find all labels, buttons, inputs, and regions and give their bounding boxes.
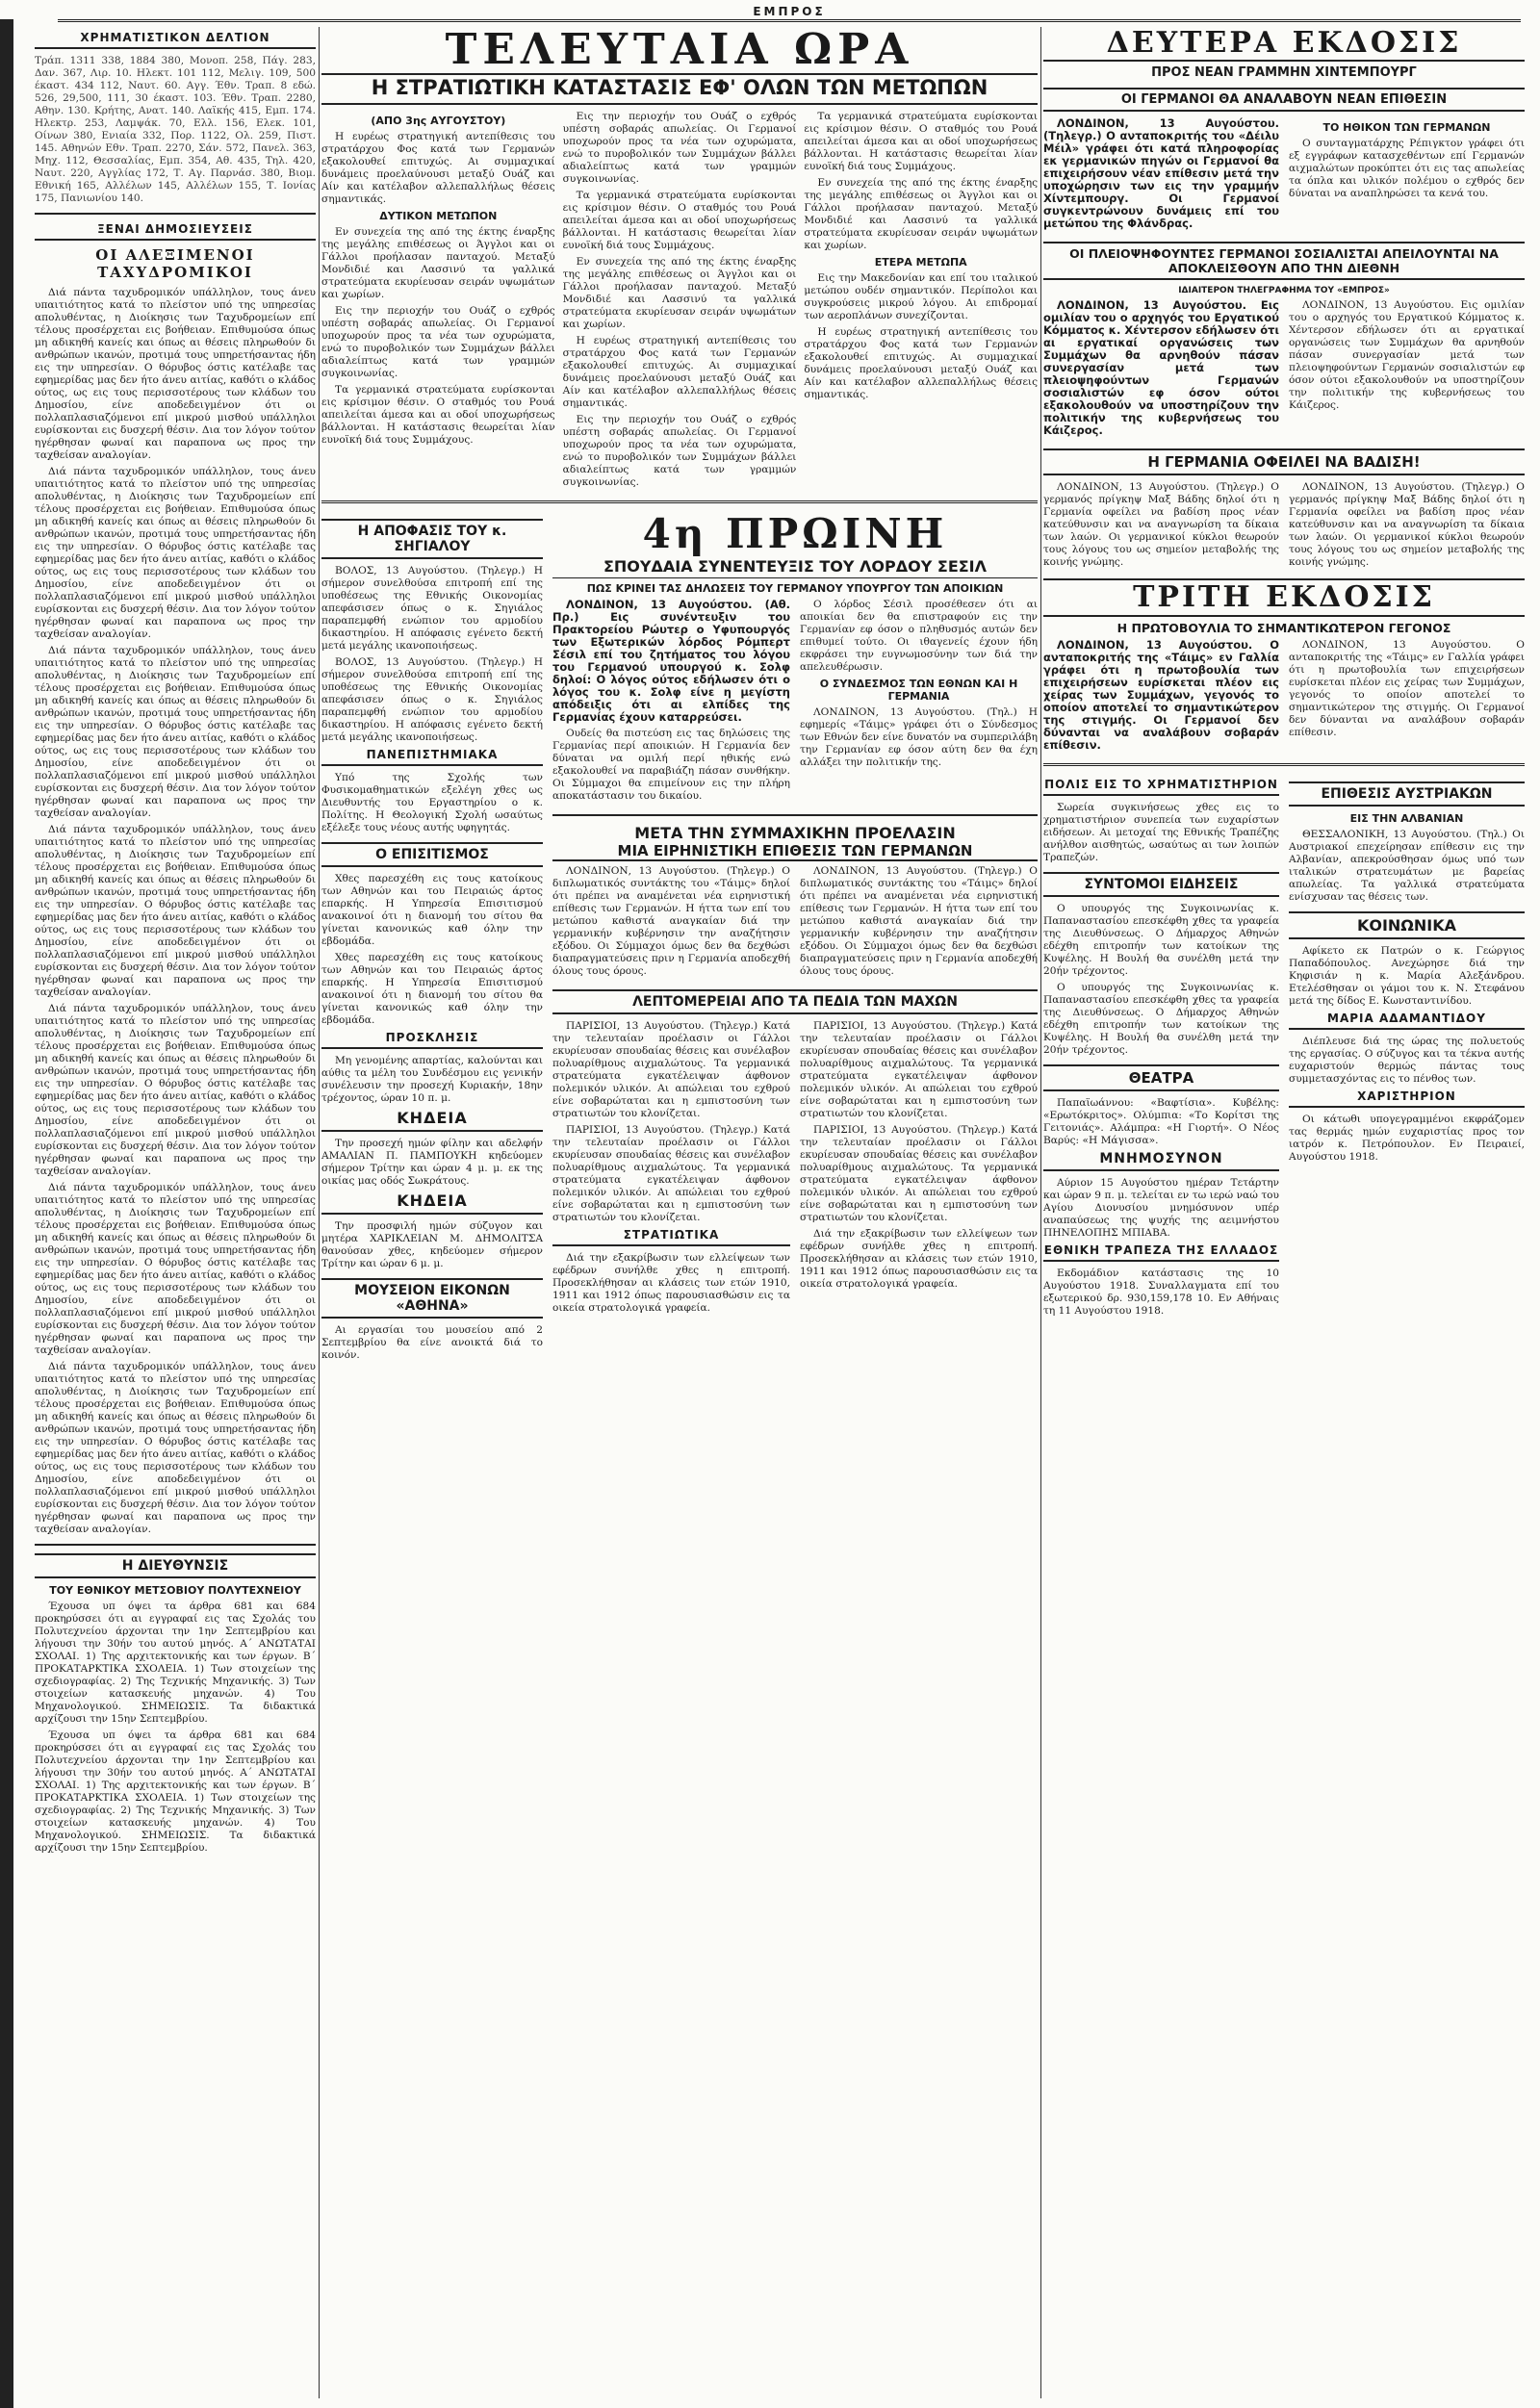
fourth-edition-title: 4η ΠΡΩΙΝΗ <box>642 510 948 557</box>
socialists-text-repeat: ΛΟΝΔΙΝΟΝ, 13 Αυγούστου. Εις ομιλίαν του ο αρχηγός του Εργατικού Κόμματος κ. Χέντερσον εδήλωσεν ότι αι εργατικαί οργανώσεις των Συμμάχων θα αρνηθούν πάσαν συνεργασίαν μετά των πλειοψηφούντων Γερμανών σοσιαλιστών εφ όσον ούτοι εξακολουθούν να υποστηρίζουν την πολιτικήν της κυβερνήσεως του Κάιζερος. <box>1289 299 1525 411</box>
social-text: Αφίκετο εκ Πατρών ο κ. Γεώργιος Παπαδόπουλος. Ανεχώρησε διά την Κηφισιάν η κ. Μαρία Αλεξάνδρου. Ετελέσθησαν οι γάμοι του κ. Ν. Στεφάνου μετά της δίδος Ε. Κωνσταντινίδου. <box>1289 945 1525 1007</box>
fourth-text-a: ΛΟΝΔΙΝΟΝ, 13 Αυγούστου. (Αθ. Πρ.) Εις συνέντευξιν του Πρακτορείου Ρώυτερ ο Υφυπουργός των Εξωτερικών λόρδος Ρόμπερτ Σέσιλ επί του ζητήματος του λόγου του Γερμανού υπουργού κ. Σολφ δηλοί: Ο λόγος ούτος εδήλωσεν ότι ο λόγος του κ. Σολφ είνε η μεγίστη απόδειξις ότι αι ελπίδες της Γερμανίας έχουν καταρρεύσει. <box>552 598 790 724</box>
exchange-title: ΠΟΛΙΣ ΕΙΣ ΤΟ ΧΡΗΜΑΤΙΣΤΗΡΙΟΝ <box>1043 778 1279 796</box>
funeral-title: ΚΗΔΕΙΑ <box>321 1109 543 1132</box>
foreign-text-repeat: Διά πάντα ταχυδρομικόν υπάλληλον, τους άνευ υπαιτιότητος κατά το πλείστον υπό της υπηρεσίας απολυθέντας, η Διοίκησις των Ταχυδρομείων επί τέλους προσέρχεται εις βοήθειαν. Επιθυμούσα όπως μη αδικηθή κανείς και όπως αι θέσεις πληρωθούν δι ανθρώπων ικανών, προτιμά τους υπηρετήσαντας ήδη εις την υπηρεσίαν. Ο θόρυβος όστις κατέλαβε τας εφημερίδας μας δεν ήτο άνευ αιτίας, καθότι ο κλάδος ούτος, ως εις τους περισσοτέρους των κλάδων του Δημοσίου, είνε αποδεδειγμένον ότι οι πολλαπλασιαζόμενοι επί μικρού μισθού υπάλληλοι ευρίσκονται εις δυσχερή θέσιν. Δια τον λόγον τούτον ηγέρθησαν φωναί και παραπονα ως προς την ταχθείσαν αναλογίαν. <box>35 645 316 819</box>
invitation-text: Μη γενομένης απαρτίας, καλούνται και αύθις τα μέλη του Συνδέσμου εις γενικήν συνέλευσιν την προσεχή Κυριακήν, 18ην τρέχοντος, ώραν 10 π. μ. <box>321 1055 543 1104</box>
war-columns <box>321 111 1038 493</box>
market-text: Τράπ. 1311 338, 1884 380, Μονοπ. 258, Πάγ. 283, Δαν. 367, Λιρ. 10. Ηλεκτ. 101 112, Μελιγ. 109, 500 έκαστ. 434 112, Ναυτ. 60. Αγγ. Έθν. Τραπ. 8 εδώ. 526, 29,500, 111, 30 έκαστ. 103. Έθν. Τραπ. 2280, Αθην. 130. Κρήτης, Ανατ. 140. Λαϊκής 415, Εμπ. 174. Ηλεκτρ. 253, Λαμψάκ. 70, Ελλ. 156, Ελεκ. 101, Οίνων 380, Ενιαία 332, Πορ. 1122, Ολ. 259, Πιστ. 145. Αθηνών Εθν. Τραπ. 2270, Σάν. 572, Πανελ. 363, Μηχ. 112, Θεσσαλίας, Εμπ. 354, Αθ. 435, Τηλ. 420, Ναυτ. 220, Αγγλίας 172, Τ. Αγ. Παρνάσ. 380, Βιομ. Εθνική 165, Αλλέλων 145, Αλλέλων 155, Τ. Ιονίας 175, Πανιωνίου 140. <box>35 55 316 204</box>
baden-columns <box>1043 481 1525 573</box>
column-divider <box>1040 27 1041 2398</box>
center-right-subcolumn <box>552 511 1038 1366</box>
war-text-d: Τα γερμανικά στρατεύματα ευρίσκονται εις κρίσιμον θέσιν. Ο σταθμός του Ρουά απειλείται άμεσα και αι οδοί υποχωρήσεως βάλλονται. Η κατάστασις θεωρείται λίαν ευνοϊκή διά τους Συμμάχους. <box>321 384 555 446</box>
baden-text-repeat: ΛΟΝΔΙΝΟΝ, 13 Αυγούστου. (Τηλεγρ.) Ο γερμανός πρίγκηψ Μαξ Βάδης δηλοί ότι η Γερμανία οφείλει να βαδίση προς νέαν κατεύθυνσιν και να αναγνωρίση τα δίκαια των λαών. Οι γερμανικοί κύκλοι θεωρούν τους λόγους του ως σημείον μεταβολής της κοινής γνώμης. <box>1289 481 1525 568</box>
column-center <box>321 27 1038 2398</box>
brief-title: ΣΥΝΤΟΜΟΙ ΕΙΔΗΣΕΙΣ <box>1043 872 1279 897</box>
fourth-columns <box>552 599 1038 807</box>
third-columns <box>1043 639 1525 756</box>
memorial-text: Αύριον 15 Αυγούστου ημέραν Τετάρτην και ώραν 9 π. μ. τελείται εν τω ιερώ ναώ του Αγίου Διονυσίου μνημόσυνον υπέρ αναπαύσεως της ψυχής της αειμνήστου ΠΗΝΕΛΟΠΗΣ ΜΠΙΑΒΑ. <box>1043 1177 1279 1239</box>
notice-box: ΜΟΥΣΕΙΟΝ ΕΙΚΟΝΩΝ «ΑΘΗΝΑ» <box>321 1278 543 1319</box>
west-front: ΔΥΤΙΚΟΝ ΜΕΤΩΠΟΝ <box>379 210 498 222</box>
war-text-b2: Εν συνεχεία της από της έκτης έναρξης της μεγάλης επιθέσεως οι Άγγλοι και οι Γάλλοι προήλασαν πανταχού. Μεταξύ Μονδιδιέ και Λασσινύ τα γαλλικά στρατεύματα εκυρίευσαν σειράν υψωμάτων και χωρίων. <box>562 256 797 330</box>
memorial-title: ΜΝΗΜΟΣΥΝΟΝ <box>1043 1151 1279 1171</box>
bank-title: ΕΘΝΙΚΗ ΤΡΑΠΕΖΑ ΤΗΣ ΕΛΛΑΔΟΣ <box>1043 1243 1279 1262</box>
socialists-tag: ΙΔΙΑΙΤΕΡΟΝ ΤΗΛΕΓΡΑΦΗΜΑ ΤΟΥ «ΕΜΠΡΟΣ» <box>1178 286 1390 295</box>
thanks-title: ΜΑΡΙΑ ΑΔΑΜΑΝΤΙΔΟΥ <box>1289 1012 1525 1030</box>
military-text: Διά την εξακρίβωσιν των ελλείψεων των εφέδρων συνήλθε χθες η επιτροπή. Προσεκλήθησαν αι κλάσεις των ετών 1910, 1911 και 1912 όπως παρουσιασθώσιν εις τα οικεία στρατολογικά γραφεία. <box>552 1252 790 1314</box>
war-text-a: Η ευρέως στρατηγική αντεπίθεσις του στρατάρχου Φος κατά των Γερμανών εξακολουθεί επιτυχώς. Αι συμμαχικαί δυνάμεις προελαύνουσι μεταξύ Ουάζ και Αίν και κατέλαβον αλλεπαλλήλως θέσεις σημαντικάς. <box>321 131 555 205</box>
war-text-d2: Τα γερμανικά στρατεύματα ευρίσκονται εις κρίσιμον θέσιν. Ο σταθμός του Ρουά απειλείται άμεσα και αι οδοί υποχωρήσεως βάλλονται. Η κατάστασις θεωρείται λίαν ευνοϊκή διά τους Συμμάχους. <box>562 190 797 251</box>
invitation-title: ΠΡΟΣΚΛΗΣΙΣ <box>321 1031 543 1049</box>
second-side-title: ΤΟ ΗΘΙΚΟΝ ΤΩΝ ΓΕΡΜΑΝΩΝ <box>1322 121 1491 134</box>
peace-sub: ΜΙΑ ΕΙΡΗΝΙΣΤΙΚΗ ΕΠΙΘΕΣΙΣ ΤΩΝ ΓΕΡΜΑΝΩΝ <box>552 842 1038 861</box>
military-title: ΣΤΡΑΤΙΩΤΙΚΑ <box>552 1228 790 1246</box>
socialists-columns <box>1043 299 1525 441</box>
peace-text-repeat: ΛΟΝΔΙΝΟΝ, 13 Αυγούστου. (Τηλεγρ.) Ο διπλωματικός συντάκτης του «Τάιμς» δηλοί ότι πρέπει να αναμένεται νέα ειρηνιστική επίθεσις των Γερμανών. Η ήττα των επί του μετώπου καθιστά αναγκαίαν διά την γερμανικήν κυβέρνησιν την αναζήτησιν εξόδου. Οι Σύμμαχοι όμως δεν θα δεχθώσι διαπραγματεύσεις πριν η Γερμανία αποδεχθή όλους τους όρους. <box>800 865 1038 977</box>
war-text-c2: Εις την περιοχήν του Ουάζ ο εχθρός υπέστη σοβαράς απωλείας. Οι Γερμανοί υποχωρούν προς τα νέα των οχυρώματα, ενώ το πυροβολικόν των Συμμάχων βάλλει αδιαλείπτως κατά των γραμμών συγκοινωνίας. <box>562 111 797 185</box>
war-text-b3: Εν συνεχεία της από της έκτης έναρξης της μεγάλης επιθέσεως οι Άγγλοι και οι Γάλλοι προήλασαν πανταχού. Μεταξύ Μονδιδιέ και Λασσινύ τα γαλλικά στρατεύματα εκυρίευσαν σειράν υψωμάτων και χωρίων. <box>804 177 1038 251</box>
third-text-repeat: ΛΟΝΔΙΝΟΝ, 13 Αυγούστου. Ο ανταποκριτής της «Τάιμς» εν Γαλλία γράφει ότι η πρωτοβουλία των επιχειρήσεων ευρίσκεται πλέον εις χείρας των Συμμάχων, γεγονός το οποίον αποτελεί το σημαντικώτερον της στιγμής. Οι Γερμανοί δεν δύνανται να αναλάβουν σοβαράν επίθεσιν. <box>1289 639 1525 738</box>
theatre-text: Παπαϊωάννου: «Βαφτίσια». Κυβέλης: «Ερωτόκριτος». Ολύμπια: «Το Κορίτσι της Γειτονιάς». Αλάμπρα: «Η Γιορτή». Ο Νέος Βαρύς: «Η Μάγισσα». <box>1043 1097 1279 1146</box>
case-title: Η ΑΠΟΦΑΣΙΣ ΤΟΥ κ. ΣΗΓΙΑΛΟΥ <box>321 519 543 559</box>
second-headline: ΟΙ ΓΕΡΜΑΝΟΙ ΘΑ ΑΝΑΛΑΒΟΥΝ ΝΕΑΝ ΕΠΙΘΕΣΙΝ <box>1043 88 1525 112</box>
alliance-text: ΛΟΝΔΙΝΟΝ, 13 Αυγούστου. (Τηλ.) Η εφημερίς «Τάιμς» γράφει ότι ο Σύνδεσμος των Εθνών δεν είνε δυνατόν να συμπεριλάβη την Γερμανίαν εφ όσον αύτη δεν θα έχη αλλάξει την πολιτικήν της. <box>800 706 1038 768</box>
supply-title: Ο ΕΠΙΣΙΤΙΣΜΟΣ <box>321 842 543 867</box>
third-headline: Η ΠΡΩΤΟΒΟΥΛΙΑ ΤΟ ΣΗΜΑΝΤΙΚΩΤΕΡΟΝ ΓΕΓΟΝΟΣ <box>1116 621 1451 635</box>
foreign-title: ΞΕΝΑΙ ΔΗΜΟΣΙΕΥΣΕΙΣ <box>35 222 316 241</box>
battle-text-repeat: ΠΑΡΙΣΙΟΙ, 13 Αυγούστου. (Τηλεγρ.) Κατά την τελευταίαν προέλασιν οι Γάλλοι εκυρίευσαν σπουδαίας θέσεις και συνέλαβον πολυαρίθμους αιχμαλώτους. Τα γερμανικά στρατεύματα εγκατέλειψαν άφθονον πολεμικόν υλικόν. Αι απώλειαι του εχθρού είνε σοβαρώταται και η εμπιστοσύνη των στρατιωτών του κλονίζεται. <box>552 1124 790 1223</box>
brief-text-repeat: Ο υπουργός της Συγκοινωνίας κ. Παπαναστασίου επεσκέφθη χθες τα γραφεία της Διευθύνσεως. Ο Δήμαρχος Αθηνών εδέχθη επιτροπήν των κατοίκων της Κυψέλης. Η Βουλή θα συνέλθη μετά την 20ήν τρέχοντος. <box>1043 982 1279 1056</box>
austrian-title: ΕΠΙΘΕΣΙΣ ΑΥΣΤΡΙΑΚΩΝ <box>1289 781 1525 807</box>
date-line: (ΑΠΟ 3ης ΑΥΓΟΥΣΤΟΥ) <box>371 115 506 127</box>
notice-text: Αι εργασίαι του μουσείου από 2 Σεπτεμβρίου θα είνε ανοικτά διά το κοινόν. <box>321 1324 543 1361</box>
university-news-text: Υπό της Σχολής των Φυσικομαθηματικών εξελέγη χθες ως Διευθυντής του Εργαστηρίου ο κ. Πολίτης. Η Θεολογική Σχολή ωσαύτως εξέλεξε τους νέους αυτής υφηγητάς. <box>321 772 543 833</box>
masthead: ΕΜΠΡΟΣ <box>58 6 1521 22</box>
second-edition-title: ΔΕΥΤΕΡΑ ΕΚΔΟΣΙΣ <box>1043 27 1525 62</box>
war-text-a2: Η ευρέως στρατηγική αντεπίθεσις του στρατάρχου Φος κατά των Γερμανών εξακολουθεί επιτυχώς. Αι συμμαχικαί δυνάμεις προελαύνουσι μεταξύ Ουάζ και Αίν και κατέλαβον αλλεπαλλήλως θέσεις σημαντικάς. <box>562 335 797 409</box>
war-text-c3: Εις την περιοχήν του Ουάζ ο εχθρός υπέστη σοβαράς απωλείας. Οι Γερμανοί υποχωρούν προς τα νέα των οχυρώματα, ενώ το πυροβολικόν των Συμμάχων βάλλει αδιαλείπτως κατά των γραμμών συγκοινωνίας. <box>562 414 797 488</box>
second-columns <box>1043 117 1525 234</box>
page-edge-shadow <box>0 19 13 2408</box>
austrian-text: ΘΕΣΣΑΛΟΝΙΚΗ, 13 Αυγούστου. (Τηλ.) Οι Αυστριακοί επεχείρησαν επίθεσιν εις την Αλβανίαν, απεκρούσθησαν όμως υπό των ιταλικών στρατευμάτων με βαρείας απωλείας. Τα γαλλικά στρατεύματα ενίσχυσαν τας θέσεις των. <box>1289 829 1525 903</box>
alliance-title: Ο ΣΥΝΔΕΣΜΟΣ ΤΩΝ ΕΘΝΩΝ ΚΑΙ Η ΓΕΡΜΑΝΙΑ <box>819 678 1018 703</box>
war-text-b: Εν συνεχεία της από της έκτης έναρξης της μεγάλης επιθέσεως οι Άγγλοι και οι Γάλλοι προήλασαν πανταχού. Μεταξύ Μονδιδιέ και Λασσινύ τα γαλλικά στρατεύματα εκυρίευσαν σειράν υψωμάτων και χωρίων. <box>321 226 555 300</box>
austrian-sub: ΕΙΣ ΤΗΝ ΑΛΒΑΝΙΑΝ <box>1349 812 1464 825</box>
second-text: ΛΟΝΔΙΝΟΝ, 13 Αυγούστου. (Τηλεγρ.) Ο ανταποκριτής του «Δέιλυ Μέιλ» γράφει ότι κατά πληροφορίας εκ γερμανικών πηγών οι Γερμανοί θα επιχειρήσουν νέαν επίθεσιν μετά την υποχώρησιν των εις την γραμμήν Χίντεμπουργ. Οι Γερμανοί συγκεντρώνουν δυνάμεις επί του μετώπου της Φλάνδρας. <box>1043 116 1279 230</box>
supply-text-repeat: Χθες παρεσχέθη εις τους κατοίκους των Αθηνών και του Πειραιώς άρτος επαρκής. Η Υπηρεσία Επισιτισμού ανακοινοί ότι η διανομή του σίτου θα γίνεται κανονικώς καθ όλην την εβδομάδα. <box>321 952 543 1026</box>
socialists-text: ΛΟΝΔΙΝΟΝ, 13 Αυγούστου. Εις ομιλίαν του ο αρχηγός του Εργατικού Κόμματος κ. Χέντερσον εδήλωσεν ότι αι εργατικαί οργανώσεις των Συμμάχων θα αρνηθούν πάσαν συνεργασίαν μετά των πλειοψηφούντων Γερμανών σοσιαλιστών εφ όσον ούτοι εξακολουθούν να υποστηρίζουν την πολιτικήν της κυβερνήσεως του Κάιζερος. <box>1043 298 1279 437</box>
second-sub: ΠΡΟΣ ΝΕΑΝ ΓΡΑΜΜΗΝ ΧΙΝΤΕΜΠΟΥΡΓ <box>1151 65 1417 80</box>
fourth-text-c: Ο λόρδος Σέσιλ προσέθεσεν ότι αι αποικίαι δεν θα επιστραφούν εις την Γερμανίαν εφ όσον ο πληθυσμός αυτών δεν επιθυμεί τούτο. Οι ιθαγενείς έχουν ήδη εκφράσει την ευγνωμοσύνην των διά την απελευθέρωσιν. <box>800 599 1038 673</box>
military-text-2: Διά την εξακρίβωσιν των ελλείψεων των εφέδρων συνήλθε χθες η επιτροπή. Προσεκλήθησαν αι κλάσεις των ετών 1910, 1911 και 1912 όπως παρουσιασθώσιν εις τα οικεία στρατολογικά γραφεία. <box>800 1228 1038 1290</box>
case-text: ΒΟΛΟΣ, 13 Αυγούστου. (Τηλεγρ.) Η σήμερον συνελθούσα επιτροπή επί της υποθέσεως της Εθνικής Οικονομίας απεφάσισεν όπως ο κ. Σηγιάλος παραπεμφθή ενώπιον του αρμοδίου δικαστηρίου. Η απόφασις εγένετο δεκτή μετά μεγάλης ικανοποιήσεως. <box>321 565 543 652</box>
thanks2-text: Οι κάτωθι υπογεγραμμένοι εκφράζομεν τας θερμάς ημών ευχαριστίας προς τον ιατρόν κ. Πετρόπουλον. Εν Πειραιεί, Αυγούστου 1918. <box>1289 1114 1525 1163</box>
university-title: Η ΔΙΕΥΘΥΝΣΙΣ <box>35 1553 316 1578</box>
top-subheadline: Η ΣΤΡΑΤΙΩΤΙΚΗ ΚΑΤΑΣΤΑΣΙΣ ΕΦ' ΟΛΩΝ ΤΩΝ ΜΕΤΩΠΩΝ <box>321 75 1038 105</box>
foreign-text-repeat: Διά πάντα ταχυδρομικόν υπάλληλον, τους άνευ υπαιτιότητος κατά το πλείστον υπό της υπηρεσίας απολυθέντας, η Διοίκησις των Ταχυδρομείων επί τέλους προσέρχεται εις βοήθειαν. Επιθυμούσα όπως μη αδικηθή κανείς και όπως αι θέσεις πληρωθούν δι ανθρώπων ικανών, προτιμά τους υπηρετήσαντας ήδη εις την υπηρεσίαν. Ο θόρυβος όστις κατέλαβε τας εφημερίδας μας δεν ήτο άνευ αιτίας, καθότι ο κλάδος ούτος, ως εις τους περισσοτέρους των κλάδων του Δημοσίου, είνε αποδεδειγμένον ότι οι πολλαπλασιαζόμενοι επί μικρού μισθού υπάλληλοι ευρίσκονται εις δυσχερή θέσιν. Δια τον λόγον τούτον ηγέρθησαν φωναί και παραπονα ως προς την ταχθείσαν αναλογίαν. <box>35 1361 316 1535</box>
column-left <box>35 27 316 2398</box>
war-text-a3: Η ευρέως στρατηγική αντεπίθεσις του στρατάρχου Φος κατά των Γερμανών εξακολουθεί επιτυχώς. Αι συμμαχικαί δυνάμεις προελαύνουσι μεταξύ Ουάζ και Αίν και κατέλαβον αλλεπαλλήλως θέσεις σημαντικάς. <box>804 326 1038 400</box>
university-text: Έχουσα υπ όψει τα άρθρα 681 και 684 προκηρύσσει ότι αι εγγραφαί εις τας Σχολάς του Πολυτεχνείου άρχονται την 1ην Σεπτεμβρίου και λήγουσι την 30ήν του αυτού μηνός. Α΄ ΑΝΩΤΑΤΑΙ ΣΧΟΛΑΙ. 1) Της αρχιτεκτονικής και των έργων. Β΄ ΠΡΟΚΑΤΑΡΚΤΙΚΑ ΣΧΟΛΕΙΑ. 1) Των στοιχείων της σχεδιογραφίας. 2) Της Τεχνικής Μηχανικής. 3) Των στοιχείων κατασκευής μηχανών. 4) Του Μηχανολογικού. ΣΗΜΕΙΩΣΙΣ. Τα διδακτικά αρχίζουσι την 15ην Σεπτεμβρίου. <box>35 1601 316 1725</box>
funeral-text: Την προσεχή ημών φίλην και αδελφήν ΑΜΑΛΙΑΝ Π. ΠΑΜΠΟΥΚΗ κηδεύομεν σήμερον Τρίτην και ώραν 4 μ. μ. εκ της οικίας μας οδός Σωκράτους. <box>321 1138 543 1187</box>
bank-text: Εκδομάδιον κατάστασις της 10 Αυγούστου 1918. Συναλλαγματα επί του εξωτερικού δρ. 930,159,178 10. Εν Αθήναις τη 11 Αυγούστου 1918. <box>1043 1268 1279 1317</box>
supply-text: Χθες παρεσχέθη εις τους κατοίκους των Αθηνών και του Πειραιώς άρτος επαρκής. Η Υπηρεσία Επισιτισμού ανακοινοί ότι η διανομή του σίτου θα γίνεται κανονικώς καθ όλην την εβδομάδα. <box>321 873 543 947</box>
case-text-repeat: ΒΟΛΟΣ, 13 Αυγούστου. (Τηλεγρ.) Η σήμερον συνελθούσα επιτροπή επί της υποθέσεως της Εθνικής Οικονομίας απεφάσισεν όπως ο κ. Σηγιάλος παραπεμφθή ενώπιον του αρμοδίου δικαστηρίου. Η απόφασις εγένετο δεκτή μετά μεγάλης ικανοποιήσεως. <box>321 656 543 743</box>
battle-text-3: ΠΑΡΙΣΙΟΙ, 13 Αυγούστου. (Τηλεγρ.) Κατά την τελευταίαν προέλασιν οι Γάλλοι εκυρίευσαν σπουδαίας θέσεις και συνέλαβον πολυαρίθμους αιχμαλώτους. Τα γερμανικά στρατεύματα εγκατέλειψαν άφθονον πολεμικόν υλικόν. Αι απώλειαι του εχθρού είνε σοβαρώταται και η εμπιστοσύνη των στρατιωτών του κλονίζεται. <box>800 1124 1038 1223</box>
fourth-text-b: Ουδείς θα πιστεύση εις τας δηλώσεις της Γερμανίας περί αποικιών. Η Γερμανία δεν δύναται να ομιλή περί ηθικής ενώ εξακολουθεί να παραβιάζη πάσαν συνθήκην. Οι Σύμμαχοι θα επιμείνουν εις την πλήρη αποκατάστασιν του δικαίου. <box>552 728 790 802</box>
battle-text-2: ΠΑΡΙΣΙΟΙ, 13 Αυγούστου. (Τηλεγρ.) Κατά την τελευταίαν προέλασιν οι Γάλλοι εκυρίευσαν σπουδαίας θέσεις και συνέλαβον πολυαρίθμους αιχμαλώτους. Τα γερμανικά στρατεύματα εγκατέλειψαν άφθονον πολεμικόν υλικόν. Αι απώλειαι του εχθρού είνε σοβαρώταται και η εμπιστοσύνη των στρατιωτών του κλονίζεται. <box>800 1020 1038 1119</box>
fourth-sub: ΠΩΣ ΚΡΙΝΕΙ ΤΑΣ ΔΗΛΩΣΕΙΣ ΤΟΥ ΓΕΡΜΑΝΟΥ ΥΠΟΥΡΓΟΥ ΤΩΝ ΑΠΟΙΚΙΩΝ <box>586 582 1004 595</box>
second-side-text: Ο συνταγματάρχης Ρέπιγκτον γράφει ότι εξ εγγράφων κατασχεθέντων επί Γερμανών αιχμαλώτων προκύπτει ότι εις τας απωλείας τα όπλα και υλικόν πολέμου ο εχθρός δεν δύναται να αναπληρώσει τα κενά του. <box>1289 138 1525 199</box>
foreign-text-repeat: Διά πάντα ταχυδρομικόν υπάλληλον, τους άνευ υπαιτιότητος κατά το πλείστον υπό της υπηρεσίας απολυθέντας, η Διοίκησις των Ταχυδρομείων επί τέλους προσέρχεται εις βοήθειαν. Επιθυμούσα όπως μη αδικηθή κανείς και όπως αι θέσεις πληρωθούν δι ανθρώπων ικανών, προτιμά τους υπηρετήσαντας ήδη εις την υπηρεσίαν. Ο θόρυβος όστις κατέλαβε τας εφημερίδας μας δεν ήτο άνευ αιτίας, καθότι ο κλάδος ούτος, ως εις τους περισσοτέρους των κλάδων του Δημοσίου, είνε αποδεδειγμένον ότι οι πολλαπλασιαζόμενοι επί μικρού μισθού υπάλληλοι ευρίσκονται εις δυσχερή θέσιν. Δια τον λόγον τούτον ηγέρθησαν φωναί και παραπονα ως προς την ταχθείσαν αναλογίαν. <box>35 1182 316 1356</box>
divider <box>321 500 1038 503</box>
foreign-headline: ΟΙ ΑΛΕΞΙΜΕΝΟΙ ΤΑΧΥΔΡΟΜΙΚΟΙ <box>95 246 255 281</box>
column-right <box>1043 27 1525 2398</box>
divider <box>552 814 1038 816</box>
exchange-text: Σωρεία συγκινήσεως χθες εις το χρηματιστήριον συνεπεία των ευχαρίστων ειδήσεων. Αι μετοχαί της Εθνικής Τραπέζης ανήλθον αισθητώς, ωσαύτως αι των λοιπών Τραπεζών. <box>1043 802 1279 863</box>
socialists-headline: ΟΙ ΠΛΕΙΟΨΗΦΟΥΝΤΕΣ ΓΕΡΜΑΝΟΙ ΣΟΣΙΑΛΙΣΤΑΙ ΑΠΕΙΛΟΥΝΤΑΙ ΝΑ ΑΠΟΚΛΕΙΣΘΟΥΝ ΑΠΟ ΤΗΝ ΔΙΕΘΝΗ <box>1043 242 1525 280</box>
funeral-title-2: ΚΗΔΕΙΑ <box>321 1191 543 1215</box>
foreign-text-repeat: Διά πάντα ταχυδρομικόν υπάλληλον, τους άνευ υπαιτιότητος κατά το πλείστον υπό της υπηρεσίας απολυθέντας, η Διοίκησις των Ταχυδρομείων επί τέλους προσέρχεται εις βοήθειαν. Επιθυμούσα όπως μη αδικηθή κανείς και όπως αι θέσεις πληρωθούν δι ανθρώπων ικανών, προτιμά τους υπηρετήσαντας ήδη εις την υπηρεσίαν. Ο θόρυβος όστις κατέλαβε τας εφημερίδας μας δεν ήτο άνευ αιτίας, καθότι ο κλάδος ούτος, ως εις τους περισσοτέρους των κλάδων του Δημοσίου, είνε αποδεδειγμένον ότι οι πολλαπλασιαζόμενοι επί μικρού μισθού υπάλληλοι ευρίσκονται εις δυσχερή θέσιν. Δια τον λόγον τούτον ηγέρθησαν φωναί και παραπονα ως προς την ταχθείσαν αναλογίαν. <box>35 466 316 640</box>
war-text-e: Εις την Μακεδονίαν και επί του ιταλικού μετώπου ουδέν σημαντικόν. Περίπολοι και συγκρούσεις μικρού λόγου. Αι επιδρομαί των αεροπλάνων συνεχίζονται. <box>804 272 1038 321</box>
foreign-text-repeat: Διά πάντα ταχυδρομικόν υπάλληλον, τους άνευ υπαιτιότητος κατά το πλείστον υπό της υπηρεσίας απολυθέντας, η Διοίκησις των Ταχυδρομείων επί τέλους προσέρχεται εις βοήθειαν. Επιθυμούσα όπως μη αδικηθή κανείς και όπως αι θέσεις πληρωθούν δι ανθρώπων ικανών, προτιμά τους υπηρετήσαντας ήδη εις την υπηρεσίαν. Ο θόρυβος όστις κατέλαβε τας εφημερίδας μας δεν ήτο άνευ αιτίας, καθότι ο κλάδος ούτος, ως εις τους περισσοτέρους των κλάδων του Δημοσίου, είνε αποδεδειγμένον ότι οι πολλαπλασιαζόμενοι επί μικρού μισθού υπάλληλοι ευρίσκονται εις δυσχερή θέσιν. Δια τον λόγον τούτον ηγέρθησαν φωναί και παραπονα ως προς την ταχθείσαν αναλογίαν. <box>35 824 316 998</box>
foreign-text-repeat: Διά πάντα ταχυδρομικόν υπάλληλον, τους άνευ υπαιτιότητος κατά το πλείστον υπό της υπηρεσίας απολυθέντας, η Διοίκησις των Ταχυδρομείων επί τέλους προσέρχεται εις βοήθειαν. Επιθυμούσα όπως μη αδικηθή κανείς και όπως αι θέσεις πληρωθούν δι ανθρώπων ικανών, προτιμά τους υπηρετήσαντας ήδη εις την υπηρεσίαν. Ο θόρυβος όστις κατέλαβε τας εφημερίδας μας δεν ήτο άνευ αιτίας, καθότι ο κλάδος ούτος, ως εις τους περισσοτέρους των κλάδων του Δημοσίου, είνε αποδεδειγμένον ότι οι πολλαπλασιαζόμενοι επί μικρού μισθού υπάλληλοι ευρίσκονται εις δυσχερή θέσιν. Δια τον λόγον τούτον ηγέρθησαν φωναί και παραπονα ως προς την ταχθείσαν αναλογίαν. <box>35 1003 316 1177</box>
column-divider <box>319 27 320 2398</box>
battle-headline: ΛΕΠΤΟΜΕΡΕΙΑΙ ΑΠΟ ΤΑ ΠΕΔΙΑ ΤΩΝ ΜΑΧΩΝ <box>552 989 1038 1014</box>
social-title: ΚΟΙΝΩΝΙΚΑ <box>1289 911 1525 939</box>
war-text-d3: Τα γερμανικά στρατεύματα ευρίσκονται εις κρίσιμον θέσιν. Ο σταθμός του Ρουά απειλείται άμεσα και αι οδοί υποχωρήσεως βάλλονται. Η κατάστασις θεωρείται λίαν ευνοϊκή διά τους Συμμάχους. <box>804 111 1038 172</box>
brief-text: Ο υπουργός της Συγκοινωνίας κ. Παπαναστασίου επεσκέφθη χθες τα γραφεία της Διευθύνσεως. Ο Δήμαρχος Αθηνών εδέχθη επιτροπήν των κατοίκων της Κυψέλης. Η Βουλή θα συνέλθη μετά την 20ήν τρέχοντος. <box>1043 903 1279 977</box>
fourth-headline: ΣΠΟΥΔΑΙΑ ΣΥΝΕΝΤΕΥΞΙΣ ΤΟΥ ΛΟΡΔΟΥ ΣΕΣΙΛ <box>552 557 1038 578</box>
divider <box>35 213 316 215</box>
baden-headline: Η ΓΕΡΜΑΝΙΑ ΟΦΕΙΛΕΙ ΝΑ ΒΑΔΙΣΗ! <box>1043 448 1525 475</box>
thanks-text: Διέπλευσε διά της ώρας της πολυετούς της εργασίας. Ο σύζυγος και τα τέκνα αυτής ευχαριστούν θερμώς πάντας τους συμμετασχόντας εις το πένθος των. <box>1289 1036 1525 1085</box>
peace-text: ΛΟΝΔΙΝΟΝ, 13 Αυγούστου. (Τηλεγρ.) Ο διπλωματικός συντάκτης του «Τάιμς» δηλοί ότι πρέπει να αναμένεται νέα ειρηνιστική επίθεσις των Γερμανών. Η ήττα των επί του μετώπου καθιστά αναγκαίαν διά την γερμανικήν κυβέρνησιν την αναζήτησιν εξόδου. Οι Σύμμαχοι όμως δεν θα δεχθώσι διαπραγματεύσεις πριν η Γερμανία αποδεχθή όλους τους όρους. <box>552 865 790 977</box>
third-text: ΛΟΝΔΙΝΟΝ, 13 Αυγούστου. Ο ανταποκριτής της «Τάιμς» εν Γαλλία γράφει ότι η πρωτοβουλία των επιχειρήσεων ευρίσκεται πλέον εις χείρας των Συμμάχων, γεγονός το οποίον αποτελεί το σημαντικώτερον της στιγμής. Οι Γερμανοί δεν δύνανται να αναλάβουν σοβαράν επίθεσιν. <box>1043 638 1279 752</box>
university-news-title: ΠΑΝΕΠΙΣΤΗΜΙΑΚΑ <box>321 748 543 766</box>
battle-columns <box>552 1020 1038 1319</box>
thanks2-title: ΧΑΡΙΣΤΗΡΙΟΝ <box>1289 1089 1525 1108</box>
battle-text: ΠΑΡΙΣΙΟΙ, 13 Αυγούστου. (Τηλεγρ.) Κατά την τελευταίαν προέλασιν οι Γάλλοι εκυρίευσαν σπουδαίας θέσεις και συνέλαβον πολυαρίθμους αιχμαλώτους. Τα γερμανικά στρατεύματα εγκατέλειψαν άφθονον πολεμικόν υλικόν. Αι απώλειαι του εχθρού είνε σοβαρώταται και η εμπιστοσύνη των στρατιωτών του κλονίζεται. <box>552 1020 790 1119</box>
funeral-text-2: Την προσφιλή ημών σύζυγον και μητέρα ΧΑΡΙΚΛΕΙΑΝ Μ. ΔΗΜΟΛΙΤΣΑ θανούσαν χθες, κηδεύομεν σήμερον Τρίτην και ώραν 6 μ. μ. <box>321 1220 543 1269</box>
other-fronts: ΕΤΕΡΑ ΜΕΤΩΠΑ <box>874 256 967 269</box>
market-title: ΧΡΗΜΑΤΙΣΤΙΚΟΝ ΔΕΛΤΙΟΝ <box>35 31 316 49</box>
university-sub: ΤΟΥ ΕΘΝΙΚΟΥ ΜΕΤΣΟΒΙΟΥ ΠΟΛΥΤΕΧΝΕΙΟΥ <box>49 1584 301 1597</box>
center-left-subcolumn <box>321 511 543 1366</box>
divider <box>35 1544 316 1546</box>
foreign-text: Διά πάντα ταχυδρομικόν υπάλληλον, τους άνευ υπαιτιότητος κατά το πλείστον υπό της υπηρεσίας απολυθέντας, η Διοίκησις των Ταχυδρομείων επί τέλους προσέρχεται εις βοήθειαν. Επιθυμούσα όπως μη αδικηθή κανείς και όπως αι θέσεις πληρωθούν δι ανθρώπων ικανών, προτιμά τους υπηρετήσαντας ήδη εις την υπηρεσίαν. Ο θόρυβος όστις κατέλαβε τας εφημερίδας μας δεν ήτο άνευ αιτίας, καθότι ο κλάδος ούτος, ως εις τους περισσοτέρους των κλάδων του Δημοσίου, είνε αποδεδειγμένον ότι οι πολλαπλασιαζόμενοι επί μικρού μισθού υπάλληλοι ευρίσκονται εις δυσχερή θέσιν. Δια τον λόγον τούτον ηγέρθησαν φωναί και παραπονα ως προς την ταχθείσαν αναλογίαν. <box>35 287 316 461</box>
war-text-c: Εις την περιοχήν του Ουάζ ο εχθρός υπέστη σοβαράς απωλείας. Οι Γερμανοί υποχωρούν προς τα νέα των οχυρώματα, ενώ το πυροβολικόν των Συμμάχων βάλλει αδιαλείπτως κατά των γραμμών συγκοινωνίας. <box>321 305 555 379</box>
third-edition-title: ΤΡΙΤΗ ΕΚΔΟΣΙΣ <box>1043 578 1525 617</box>
top-headline: ΤΕΛΕΥΤΑΙΑ ΩΡΑ <box>321 27 1038 75</box>
peace-columns <box>552 865 1038 982</box>
lower-right-columns <box>1043 774 1525 1321</box>
peace-headline: ΜΕΤΑ ΤΗΝ ΣΥΜΜΑΧΙΚΗΝ ΠΡΟΕΛΑΣΙΝ <box>634 824 956 842</box>
divider <box>1043 763 1525 766</box>
baden-text: ΛΟΝΔΙΝΟΝ, 13 Αυγούστου. (Τηλεγρ.) Ο γερμανός πρίγκηψ Μαξ Βάδης δηλοί ότι η Γερμανία οφείλει να βαδίση προς νέαν κατεύθυνσιν και να αναγνωρίση τα δίκαια των λαών. Οι γερμανικοί κύκλοι θεωρούν τους λόγους του ως σημείον μεταβολής της κοινής γνώμης. <box>1043 481 1279 568</box>
university-text-repeat: Έχουσα υπ όψει τα άρθρα 681 και 684 προκηρύσσει ότι αι εγγραφαί εις τας Σχολάς του Πολυτεχνείου άρχονται την 1ην Σεπτεμβρίου και λήγουσι την 30ήν του αυτού μηνός. Α΄ ΑΝΩΤΑΤΑΙ ΣΧΟΛΑΙ. 1) Της αρχιτεκτονικής και των έργων. Β΄ ΠΡΟΚΑΤΑΡΚΤΙΚΑ ΣΧΟΛΕΙΑ. 1) Των στοιχείων της σχεδιογραφίας. 2) Της Τεχνικής Μηχανικής. 3) Των στοιχείων κατασκευής μηχανών. 4) Του Μηχανολογικού. ΣΗΜΕΙΩΣΙΣ. Τα διδακτικά αρχίζουσι την 15ην Σεπτεμβρίου. <box>35 1729 316 1854</box>
lower-center <box>321 511 1038 1366</box>
theatre-title: ΘΕΑΤΡΑ <box>1043 1064 1279 1091</box>
